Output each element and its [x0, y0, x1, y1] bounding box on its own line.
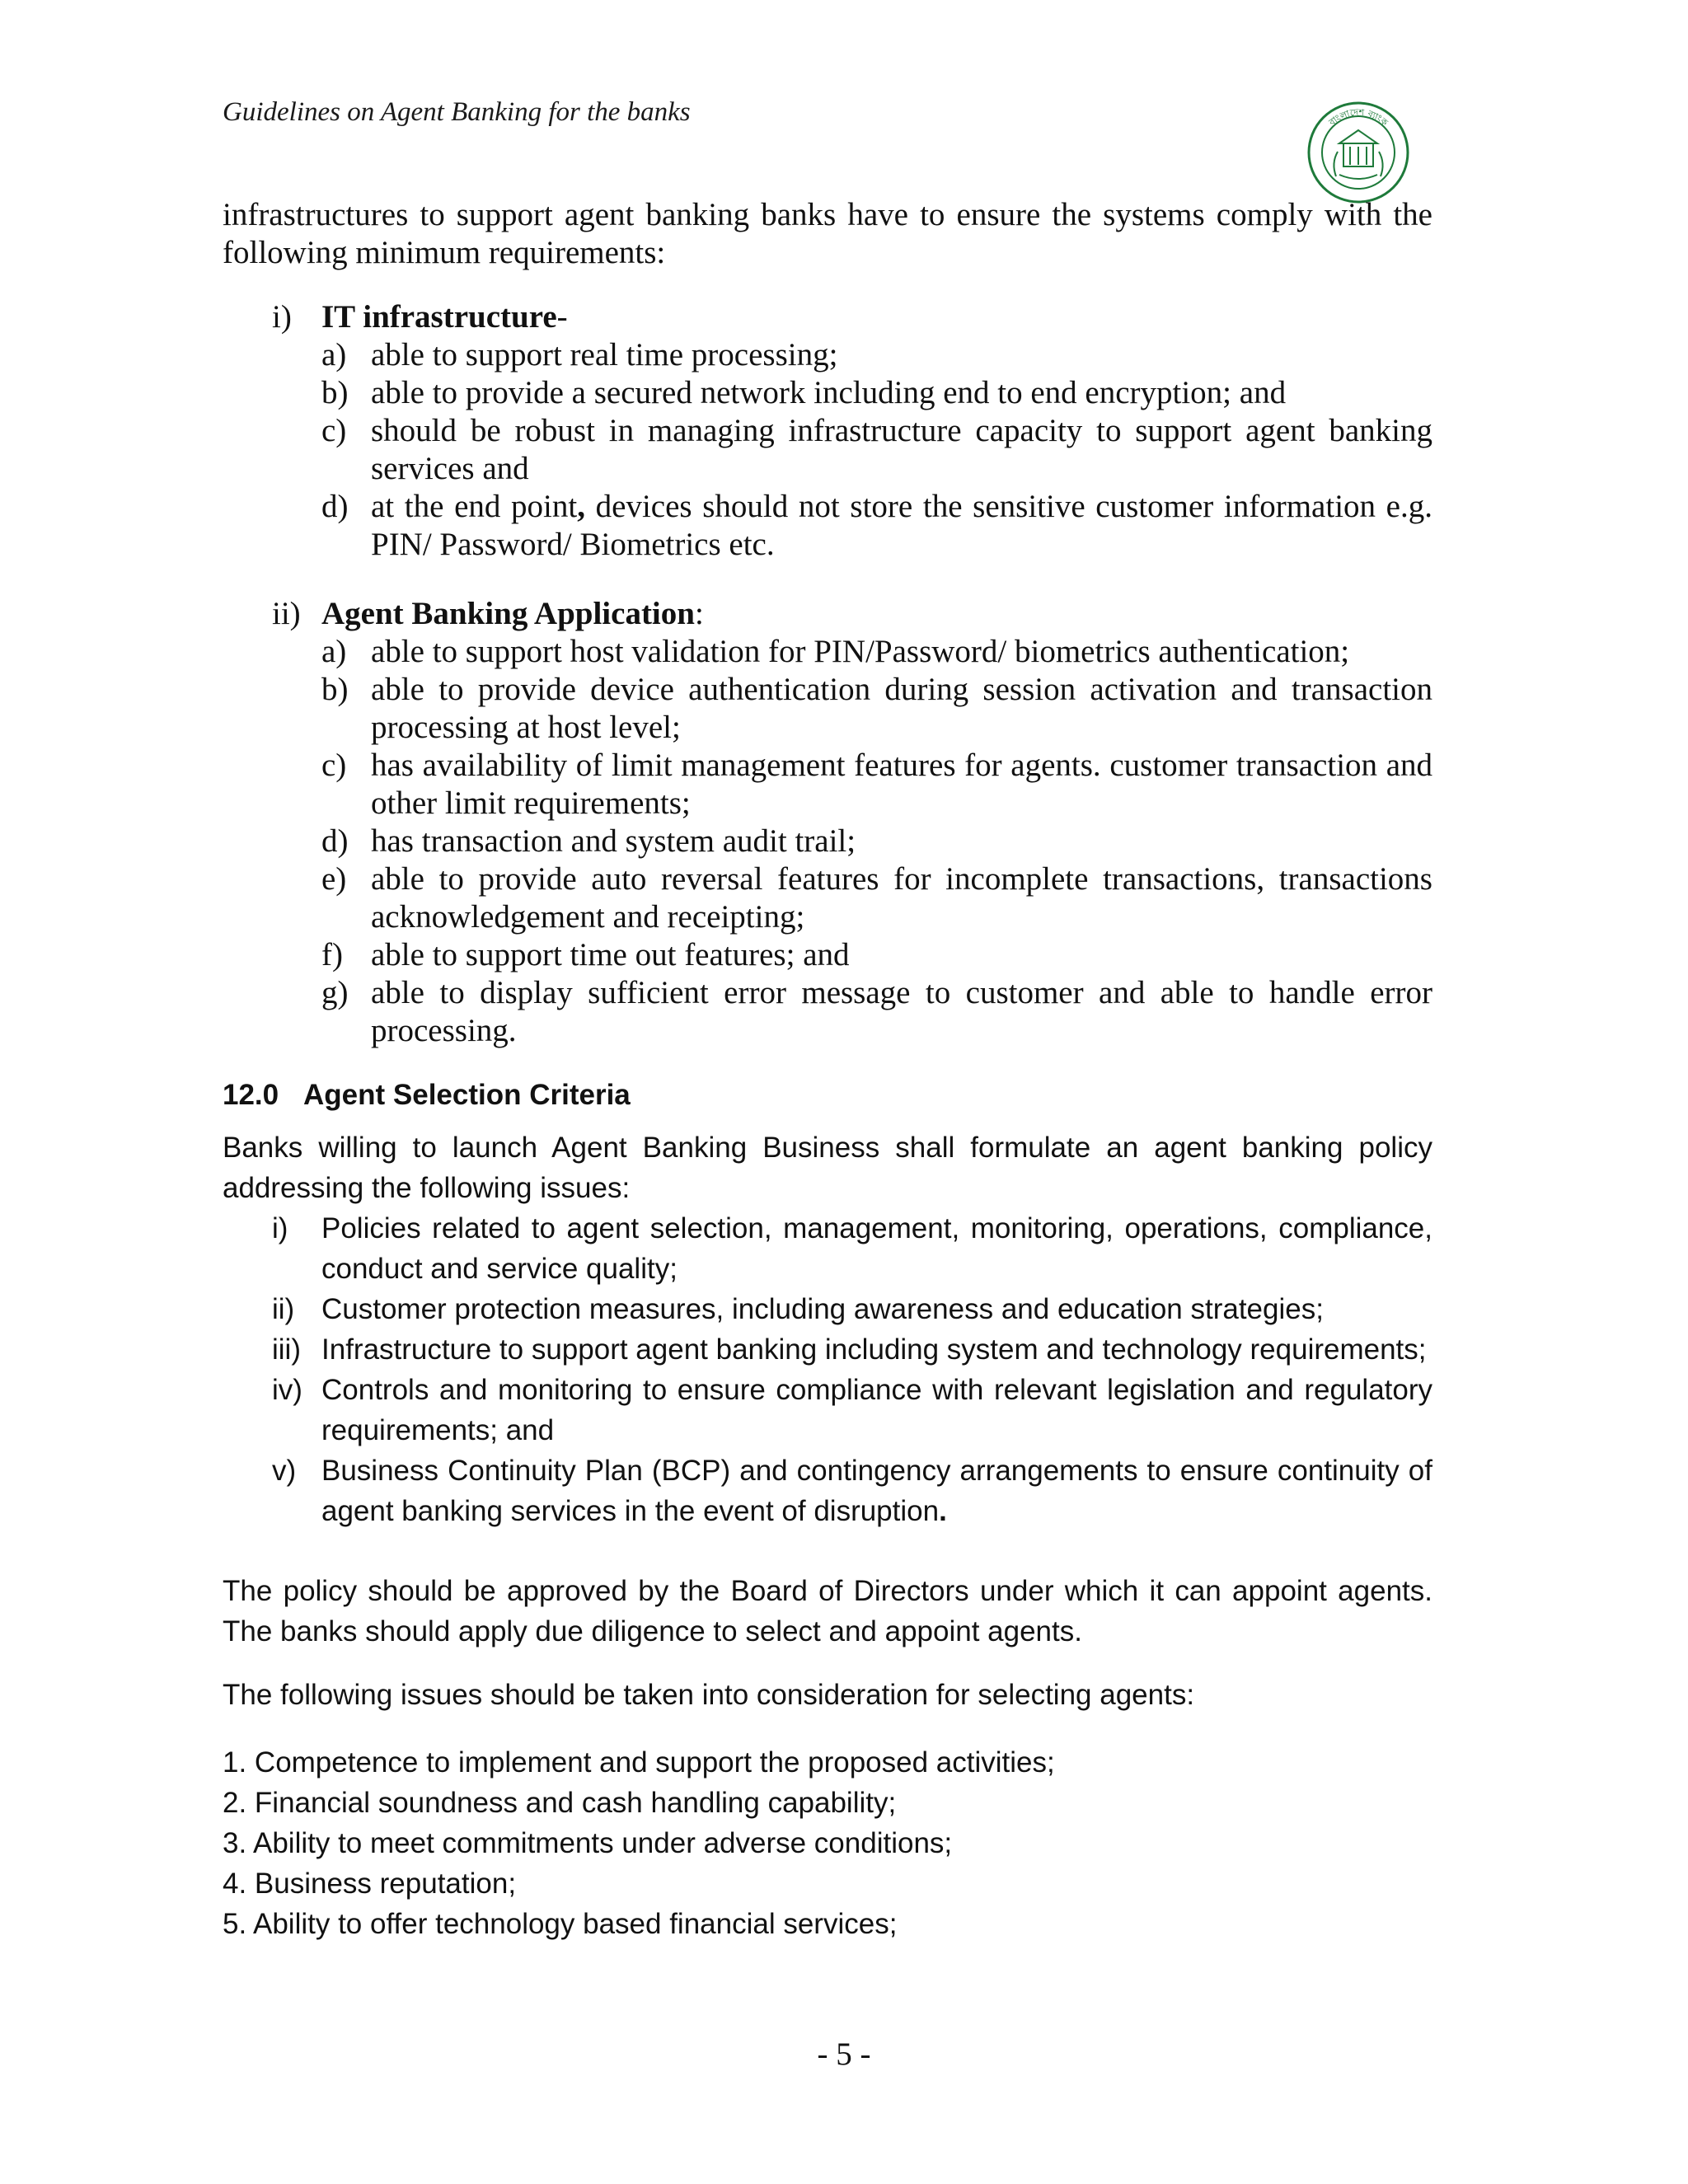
list-item: 4. Business reputation;	[223, 1868, 517, 1900]
selection-criteria-list	[223, 1742, 1432, 1944]
svg-text:বাংলাদেশ ব্যাংক: বাংলাদেশ ব্যাংক	[1326, 106, 1390, 129]
list-item: d) has transaction and system audit trail;	[321, 823, 856, 859]
page-number: - 5 -	[817, 2036, 871, 2072]
section-12-heading: 12.0 Agent Selection Criteria	[223, 1079, 631, 1111]
list-item: v) Business Continuity Plan (BCP) and contingency arrangements to ensure continuity of agent banking services in the event of disruption.	[272, 1455, 1432, 1527]
list-item: iv) Controls and monitoring to ensure compliance with relevant legislation and regulatory requirements; and	[272, 1374, 1432, 1446]
list-item: a) able to support host validation for PIN/Password/ biometrics authentication;	[321, 634, 1350, 669]
list-item: c) should be robust in managing infrastructure capacity to support agent banking services and	[321, 413, 1432, 486]
list-item: f) able to support time out features; and	[321, 937, 850, 972]
list-item: 3. Ability to meet commitments under adverse conditions;	[223, 1827, 953, 1859]
list-item: iii) Infrastructure to support agent banking including system and technology requirements;	[272, 1333, 1427, 1366]
agent-banking-application-list	[321, 633, 1432, 1050]
list-item: i) Policies related to agent selection, management, monitoring, operations, compliance, conduct and service quality;	[272, 1212, 1432, 1285]
list-item: 2. Financial soundness and cash handling capability;	[223, 1787, 897, 1819]
bangladesh-bank-seal-icon	[1306, 101, 1410, 204]
it-infrastructure-list	[321, 336, 1432, 564]
list-item: c) has availability of limit management features for agents. customer transaction and other limit requirements;	[321, 748, 1432, 821]
intro-paragraph: infrastructures to support agent banking banks have to ensure the systems comply with the following minimum requirements:	[223, 197, 1432, 270]
list-item: b) able to provide device authentication during session activation and transaction processing at host level;	[321, 672, 1432, 745]
list-item: d) at the end point, devices should not store the sensitive customer information e.g. PIN/ Password/ Biometrics etc.	[321, 489, 1432, 562]
list-item: g) able to display sufficient error message to customer and able to handle error processing.	[321, 975, 1432, 1048]
list-item: b) able to provide a secured network including end to end encryption; and	[321, 375, 1287, 410]
policy-issues-list	[272, 1208, 1432, 1531]
list-item: 1. Competence to implement and support the proposed activities;	[223, 1746, 1055, 1779]
list-item: e) able to provide auto reversal features for incomplete transactions, transactions acknowledgement and receipting;	[321, 861, 1432, 935]
list-item: ii) Customer protection measures, including awareness and education strategies;	[272, 1293, 1324, 1325]
policy-approval-paragraph: The policy should be approved by the Board of Directors under which it can appoint agents. The banks should apply due diligence to select and appoint agents.	[223, 1575, 1432, 1647]
running-header: Guidelines on Agent Banking for the banks	[223, 97, 691, 127]
list-item: a) able to support real time processing;	[321, 337, 838, 373]
section-12-intro: Banks willing to launch Agent Banking Business shall formulate an agent banking policy addressing the following issues:	[223, 1132, 1432, 1204]
consideration-intro: The following issues should be taken into consideration for selecting agents:	[223, 1679, 1195, 1711]
agent-banking-application-heading: ii) Agent Banking Application:	[272, 596, 704, 631]
it-infrastructure-heading: i) IT infrastructure-	[272, 299, 568, 335]
list-item: 5. Ability to offer technology based financial services;	[223, 1908, 898, 1940]
